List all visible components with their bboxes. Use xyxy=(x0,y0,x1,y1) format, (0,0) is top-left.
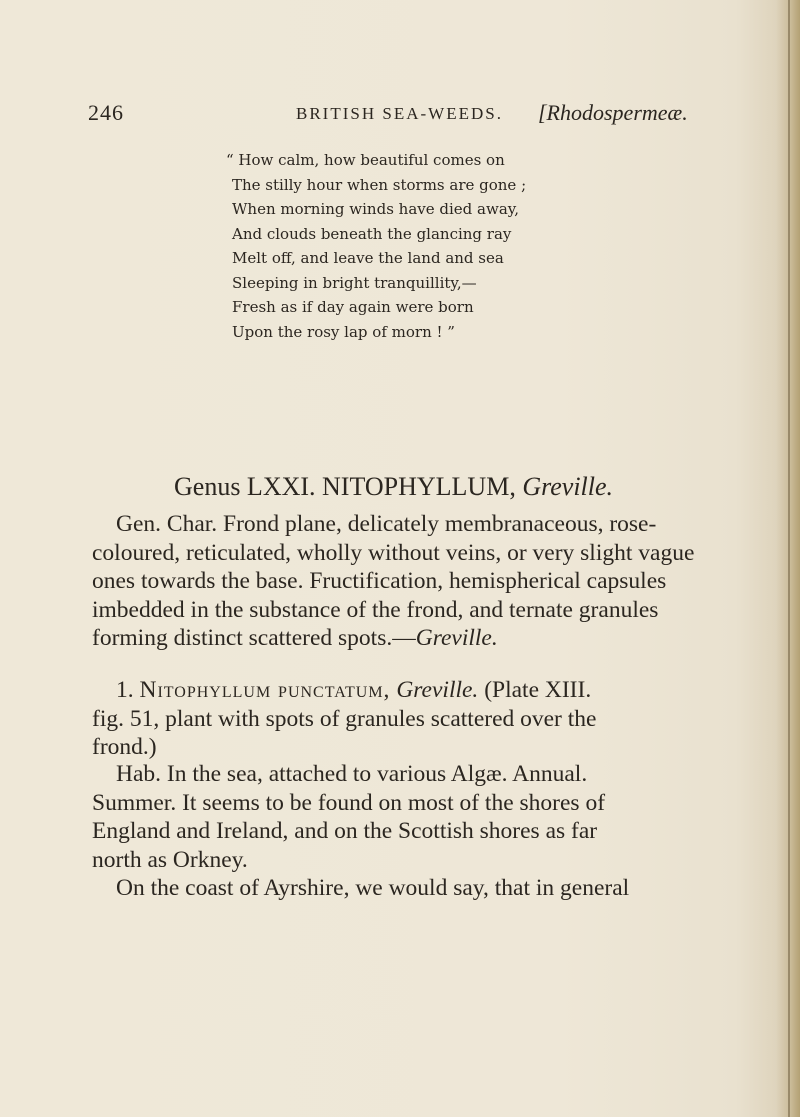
poem-line: Upon the rosy lap of morn ! ” xyxy=(232,322,455,341)
poem-line: When morning winds have died away, xyxy=(232,200,520,218)
habitat-paragraph xyxy=(92,760,754,903)
text-line: north as Orkney. xyxy=(92,846,248,873)
poem-line: Melt off, and leave the land and sea xyxy=(232,249,504,267)
genus-prefix: Genus LXXI. xyxy=(174,472,316,501)
section-reference: [Rhodospermeæ. xyxy=(538,100,688,125)
poem-line: “ How calm, how beautiful comes on xyxy=(226,151,505,169)
text-line: imbedded in the substance of the frond, and ternate granules xyxy=(92,596,659,623)
text-line: Summer. It seems to be found on most of the shores of xyxy=(92,789,606,816)
text-line: Gen. Char. Frond plane, delicately membranaceous, rose- xyxy=(116,511,657,537)
generic-character-paragraph xyxy=(92,510,754,653)
text-line: ones towards the base. Fructification, hemispherical capsules xyxy=(92,568,667,595)
poem-line: The stilly hour when storms are gone ; xyxy=(232,175,527,194)
plate-reference: (Plate XIII. xyxy=(484,677,592,703)
species-name: Nitophyllum punctatum, xyxy=(139,677,391,703)
poem-line: And clouds beneath the glancing ray xyxy=(232,224,512,243)
text-line: frond.) xyxy=(92,734,157,761)
text-line: England and Ireland, and on the Scottish shores as far xyxy=(92,818,598,845)
text-line xyxy=(92,624,754,653)
page-edge-line xyxy=(788,0,790,1117)
genus-heading xyxy=(174,472,613,502)
text-line: Hab. In the sea, attached to various Algæ. Annual. xyxy=(116,761,588,787)
poem-line: Sleeping in bright tranquillity,— xyxy=(232,273,477,292)
species-number: 1. xyxy=(116,677,134,703)
authority-name: Greville. xyxy=(415,625,498,652)
poem-epigraph xyxy=(226,148,527,344)
species-paragraph xyxy=(92,676,754,762)
species-author: Greville. xyxy=(396,677,479,703)
page-number: 246 xyxy=(88,100,124,125)
running-header xyxy=(88,100,748,130)
text-line: On the coast of Ayrshire, we would say, that in general xyxy=(116,875,630,902)
text-line: coloured, reticulated, wholly without veins, or very slight vague xyxy=(92,539,695,566)
running-title: BRITISH SEA-WEEDS. xyxy=(296,104,503,123)
text-line xyxy=(92,676,754,705)
text-line: fig. 51, plant with spots of granules scattered over the xyxy=(92,705,597,732)
genus-author: Greville. xyxy=(522,472,614,501)
poem-line: Fresh as if day again were born xyxy=(232,298,474,316)
genus-name: NITOPHYLLUM, xyxy=(322,472,516,501)
text-fragment: forming distinct scattered spots.— xyxy=(92,625,416,652)
